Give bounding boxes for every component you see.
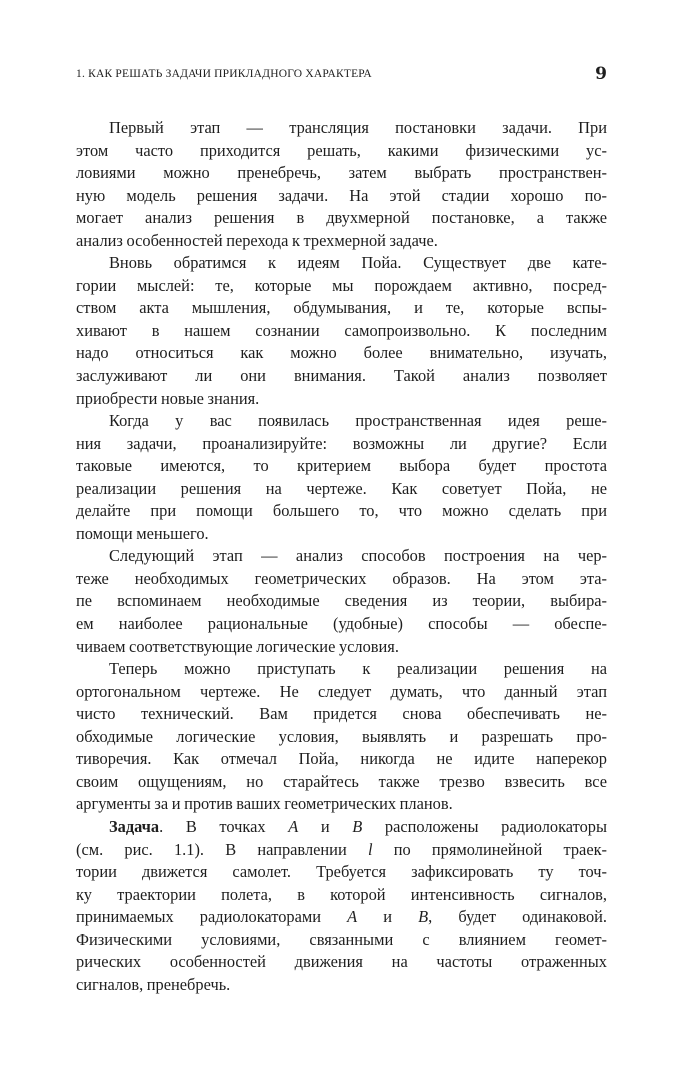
text-line: [76, 230, 607, 253]
text-line-content: анализ особенностей перехода к трехмерной задаче.: [76, 230, 438, 250]
text-line: [76, 207, 607, 230]
text-line-content: делайте при помощи большего то, что можно сделать при: [76, 501, 607, 521]
text-line-content: рических особенностей движения на частоты отраженных: [76, 952, 607, 972]
text-line: [76, 365, 607, 388]
text-line: [76, 185, 607, 208]
text-line-content: [76, 906, 607, 929]
text-line-content: Вновь обратимся к идеям Пойа. Существует две кате-: [109, 253, 607, 273]
text-line: [76, 748, 607, 771]
text-line: [76, 545, 607, 568]
text-line-content: своим ощущениям, но старайтесь также трезво взвесить все: [76, 771, 607, 791]
text-line: [76, 388, 607, 411]
paragraph: [76, 545, 607, 658]
text-line: [76, 861, 607, 884]
text-line: [76, 568, 607, 591]
text-line-content: гории мыслей: те, которые мы порождаем активно, посред-: [76, 275, 607, 295]
text-line: [76, 523, 607, 546]
text-line-content: [76, 839, 607, 862]
text-line: [76, 703, 607, 726]
text-line: [76, 839, 607, 862]
text-line-content: помощи меньшего.: [76, 523, 209, 543]
text-line: [76, 590, 607, 613]
text-line-content: обходимые логические условия, выявлять и разрешать про-: [76, 726, 607, 746]
text-line-content: ку траектории полета, в которой интенсивность сигналов,: [76, 884, 607, 904]
text-line-content: чиваем соответствующие логические условия.: [76, 636, 399, 656]
text-line-content: [109, 816, 607, 839]
text-line-content: Когда у вас появилась пространственная идея реше-: [109, 411, 607, 431]
text-line: [76, 320, 607, 343]
paragraph: [76, 410, 607, 545]
bold-term: Задача: [109, 816, 160, 836]
text-line: [76, 500, 607, 523]
text-line: [76, 658, 607, 681]
text-line-content: заслуживают ли они внимания. Такой анализ позволяет: [76, 366, 607, 386]
text-line: [76, 793, 607, 816]
math-variable: A: [288, 816, 299, 836]
math-variable: A: [347, 907, 358, 927]
page-body: [76, 117, 607, 996]
text-line: [76, 974, 607, 997]
text-line: [76, 726, 607, 749]
text-segment: принимаемых радиолокаторами: [76, 907, 348, 927]
text-line-content: надо относиться как можно более внимательно, изучать,: [76, 343, 607, 363]
text-line-content: ловиями можно пренебречь, затем выбрать пространствен-: [76, 163, 607, 183]
text-segment: и: [298, 816, 353, 836]
paragraph: [76, 658, 607, 816]
text-line-content: приобрести новые знания.: [76, 388, 260, 408]
text-line: [76, 884, 607, 907]
text-line-content: тиворечия. Как отмечал Пойа, никогда не идите наперекор: [76, 749, 607, 769]
text-line-content: хивают в нашем сознании самопроизвольно. К последним: [76, 320, 607, 340]
text-line: [76, 613, 607, 636]
text-segment: (см. рис. 1.1). В направлении: [76, 839, 368, 859]
text-line-content: ортогональном чертеже. Не следует думать, что данный этап: [76, 681, 607, 701]
text-line-content: могает анализ решения в двухмерной постановке, а также: [76, 208, 607, 228]
text-segment: и: [357, 907, 419, 927]
text-line: [76, 478, 607, 501]
text-line: [76, 410, 607, 433]
text-line: [76, 252, 607, 275]
text-line-content: ния задачи, проанализируйте: возможны ли другие? Если: [76, 433, 607, 453]
page-number: 9: [595, 64, 607, 84]
text-line: [76, 342, 607, 365]
text-line-content: Следующий этап — анализ способов построения на чер-: [109, 546, 607, 566]
text-line: [76, 929, 607, 952]
text-line-content: чисто технический. Вам придется снова обеспечивать не-: [76, 704, 607, 724]
text-line-content: Теперь можно приступать к реализации решения на: [109, 659, 607, 679]
running-header: [76, 66, 607, 86]
text-line-content: Физическими условиями, связанными с влиянием геомет-: [76, 929, 607, 949]
text-line: [76, 816, 607, 839]
text-line-content: пе вспоминаем необходимые сведения из теории, выбира-: [76, 591, 607, 611]
text-line-content: реализации решения на чертеже. Как советует Пойа, не: [76, 478, 607, 498]
math-variable: B: [352, 816, 363, 836]
text-segment: по прямолинейной траек-: [372, 839, 608, 859]
text-line: [76, 771, 607, 794]
text-line: [76, 275, 607, 298]
text-line: [76, 681, 607, 704]
text-line: [76, 117, 607, 140]
text-line-content: теже необходимых геометрических образов. На этом эта-: [76, 568, 607, 588]
text-line: [76, 140, 607, 163]
paragraph: [76, 117, 607, 252]
text-line-content: таковые имеются, то критерием выбора будет простота: [76, 456, 607, 476]
paragraph: [76, 816, 607, 996]
text-line-content: этом часто приходится решать, какими физическими ус-: [76, 140, 607, 160]
text-line-content: Первый этап — трансляция постановки задачи. При: [109, 118, 607, 137]
text-line-content: ную модель решения задачи. На этой стадии хорошо по-: [76, 185, 607, 205]
text-segment: . В точках: [159, 816, 289, 836]
paragraph: [76, 252, 607, 410]
text-line: [76, 162, 607, 185]
text-line: [76, 636, 607, 659]
text-line-content: сигналов, пренебречь.: [76, 974, 231, 994]
text-line: [76, 906, 607, 929]
running-title: 1. КАК РЕШАТЬ ЗАДАЧИ ПРИКЛАДНОГО ХАРАКТЕРА: [76, 68, 372, 80]
math-variable: B: [418, 907, 429, 927]
text-line: [76, 455, 607, 478]
text-line-content: ем наиболее рациональные (удобные) способы — обеспе-: [76, 614, 607, 634]
text-line-content: ством акта мышления, обдумывания, и те, которые вспы-: [76, 298, 607, 318]
text-line: [76, 297, 607, 320]
text-line: [76, 951, 607, 974]
text-line-content: аргументы за и против ваших геометрических планов.: [76, 794, 453, 814]
text-segment: , будет одинаковой.: [428, 907, 608, 927]
text-line: [76, 433, 607, 456]
text-line-content: тории движется самолет. Требуется зафиксировать ту точ-: [76, 862, 607, 882]
math-variable: l: [367, 839, 373, 859]
text-segment: расположены радиолокаторы: [362, 816, 607, 836]
